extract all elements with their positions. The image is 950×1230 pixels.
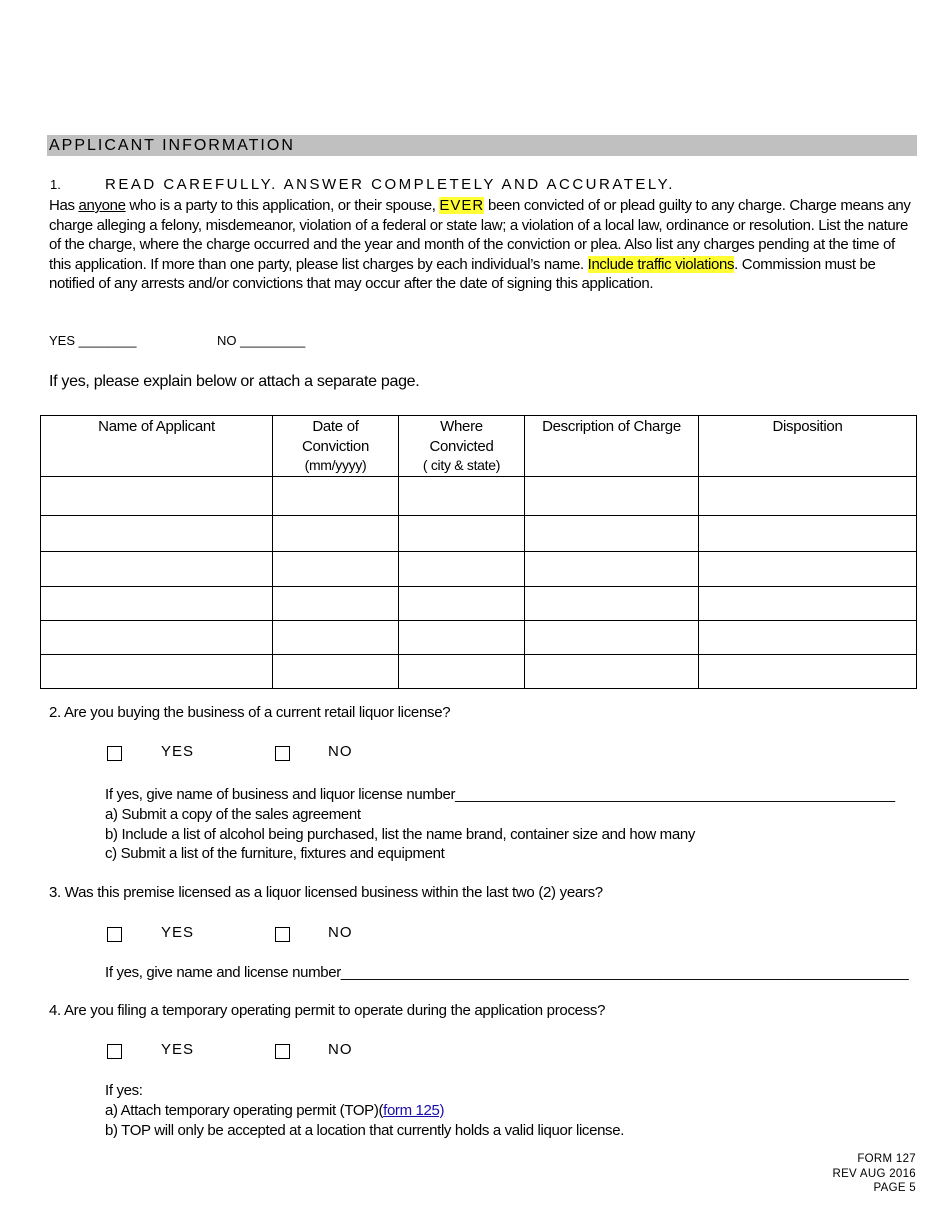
table-cell[interactable] — [525, 654, 699, 688]
table-cell[interactable] — [699, 620, 917, 654]
q3-yes-label: YES — [161, 924, 195, 941]
header-text: Conviction — [301, 437, 370, 455]
q2-yes-checkbox[interactable] — [107, 746, 122, 761]
table-cell[interactable] — [525, 515, 699, 551]
table-cell[interactable] — [41, 654, 273, 688]
q1-text-part: been convicted of or plead guilty to any charge. Charge means any charge alleging a felony, misdemeanor, violation of a federal or state law; a violation of a local law, ordinance or resolution. List the nature of the charge, where the charge occurred and the year and month of the conviction or plea. Also list any charges pending at the time of this application. If more than one party, please list charges by each individual’s name. — [49, 197, 911, 273]
q4-yes-label: YES — [161, 1041, 195, 1058]
table-cell[interactable] — [399, 551, 525, 586]
q2-item-a: a) Submit a copy of the sales agreement — [105, 805, 361, 823]
table-cell[interactable] — [399, 476, 525, 515]
q3-no-checkbox[interactable] — [275, 927, 290, 942]
convictions-table — [40, 415, 917, 689]
table-cell[interactable] — [41, 515, 273, 551]
q4-item-b: b) TOP will only be accepted at a location that currently holds a valid liquor license. — [105, 1121, 625, 1139]
q1-no-line[interactable]: NO _________ — [217, 333, 306, 348]
table-cell[interactable] — [41, 476, 273, 515]
table-row — [41, 586, 917, 620]
header-text: Date of — [312, 418, 359, 435]
question-1-heading — [50, 176, 675, 193]
q3-yes-checkbox[interactable] — [107, 927, 122, 942]
header-text: (mm/yyyy) — [304, 457, 367, 473]
table-row — [41, 620, 917, 654]
table-cell[interactable] — [273, 654, 399, 688]
header-text: ( city & state) — [422, 457, 501, 473]
q2-yes-label: YES — [161, 743, 195, 760]
table-cell[interactable] — [41, 586, 273, 620]
q1-traffic-highlight: Include traffic violations — [587, 255, 735, 273]
table-cell[interactable] — [399, 654, 525, 688]
explain-instruction: If yes, please explain below or attach a separate page. — [49, 373, 420, 390]
table-cell[interactable] — [273, 515, 399, 551]
table-cell[interactable] — [41, 551, 273, 586]
table-cell[interactable] — [525, 586, 699, 620]
form-revision: REV AUG 2016 — [832, 1167, 916, 1180]
q2-no-label: NO — [328, 743, 353, 760]
table-cell[interactable] — [699, 654, 917, 688]
form-125-link[interactable]: form 125) — [383, 1101, 445, 1119]
q1-text-part: . Commission must be notified of any arrests and/or convictions that may occur after the date of signing this application. — [49, 255, 876, 293]
table-row — [41, 654, 917, 688]
table-cell[interactable] — [699, 476, 917, 515]
q2-details — [105, 785, 895, 864]
form-footer — [832, 1152, 916, 1196]
q4-details — [105, 1081, 624, 1140]
q4-no-label: NO — [328, 1041, 353, 1058]
q1-yes-line[interactable]: YES ________ — [49, 333, 137, 348]
question-1-text — [49, 196, 914, 294]
header-disposition: Disposition — [699, 416, 917, 477]
q4-no-checkbox[interactable] — [275, 1044, 290, 1059]
q1-ever-highlight: EVER — [439, 197, 485, 214]
table-row — [41, 476, 917, 515]
q3-name-license-line[interactable]: If yes, give name and license number_______________________________________________________________________ — [105, 964, 909, 981]
table-cell[interactable] — [273, 551, 399, 586]
table-cell[interactable] — [525, 476, 699, 515]
q1-text-part: Has — [49, 197, 79, 214]
question-3-text: 3. Was this premise licensed as a liquor licensed business within the last two (2) years? — [49, 884, 603, 901]
q4-if-yes: If yes: — [105, 1082, 143, 1099]
header-text: Where — [440, 418, 483, 435]
q4-yes-checkbox[interactable] — [107, 1044, 122, 1059]
table-cell[interactable] — [699, 515, 917, 551]
page-number: PAGE 5 — [873, 1182, 916, 1194]
table-cell[interactable] — [399, 620, 525, 654]
section-title: APPLICANT INFORMATION — [47, 135, 917, 156]
q1-text-part: who is a party to this application, or their spouse, — [125, 197, 440, 214]
header-where-convicted — [399, 416, 525, 477]
q3-no-label: NO — [328, 924, 353, 941]
table-cell[interactable] — [41, 620, 273, 654]
question-1-number: 1. — [50, 177, 61, 192]
q2-no-checkbox[interactable] — [275, 746, 290, 761]
table-header-row — [41, 416, 917, 477]
header-name-of-applicant: Name of Applicant — [41, 416, 273, 477]
header-date-of-conviction — [273, 416, 399, 477]
q2-item-c: c) Submit a list of the furniture, fixtures and equipment — [105, 845, 445, 863]
table-row — [41, 515, 917, 551]
table-cell[interactable] — [399, 515, 525, 551]
q1-anyone-underlined: anyone — [78, 197, 126, 214]
table-cell[interactable] — [399, 586, 525, 620]
question-4-text: 4. Are you filing a temporary operating permit to operate during the application process? — [49, 1002, 606, 1019]
question-1-instruction: READ CAREFULLY. ANSWER COMPLETELY AND ACCURATELY. — [105, 176, 675, 193]
table-cell[interactable] — [699, 586, 917, 620]
table-cell[interactable] — [273, 620, 399, 654]
question-2-text: 2. Are you buying the business of a current retail liquor license? — [49, 704, 451, 721]
table-row — [41, 551, 917, 586]
q4-item-a-text: a) Attach temporary operating permit (TOP)( — [105, 1101, 384, 1119]
table-cell[interactable] — [525, 620, 699, 654]
q4-item-a — [105, 1101, 624, 1121]
header-text: Convicted — [429, 437, 494, 455]
table-cell[interactable] — [525, 551, 699, 586]
table-cell[interactable] — [699, 551, 917, 586]
header-description-of-charge: Description of Charge — [525, 416, 699, 477]
q2-business-name-line[interactable]: If yes, give name of business and liquor license number_______________________________________________________ — [105, 786, 895, 803]
table-cell[interactable] — [273, 586, 399, 620]
q2-item-b: b) Include a list of alcohol being purchased, list the name brand, container size and how many — [105, 825, 695, 843]
form-number: FORM 127 — [857, 1153, 916, 1165]
table-cell[interactable] — [273, 476, 399, 515]
